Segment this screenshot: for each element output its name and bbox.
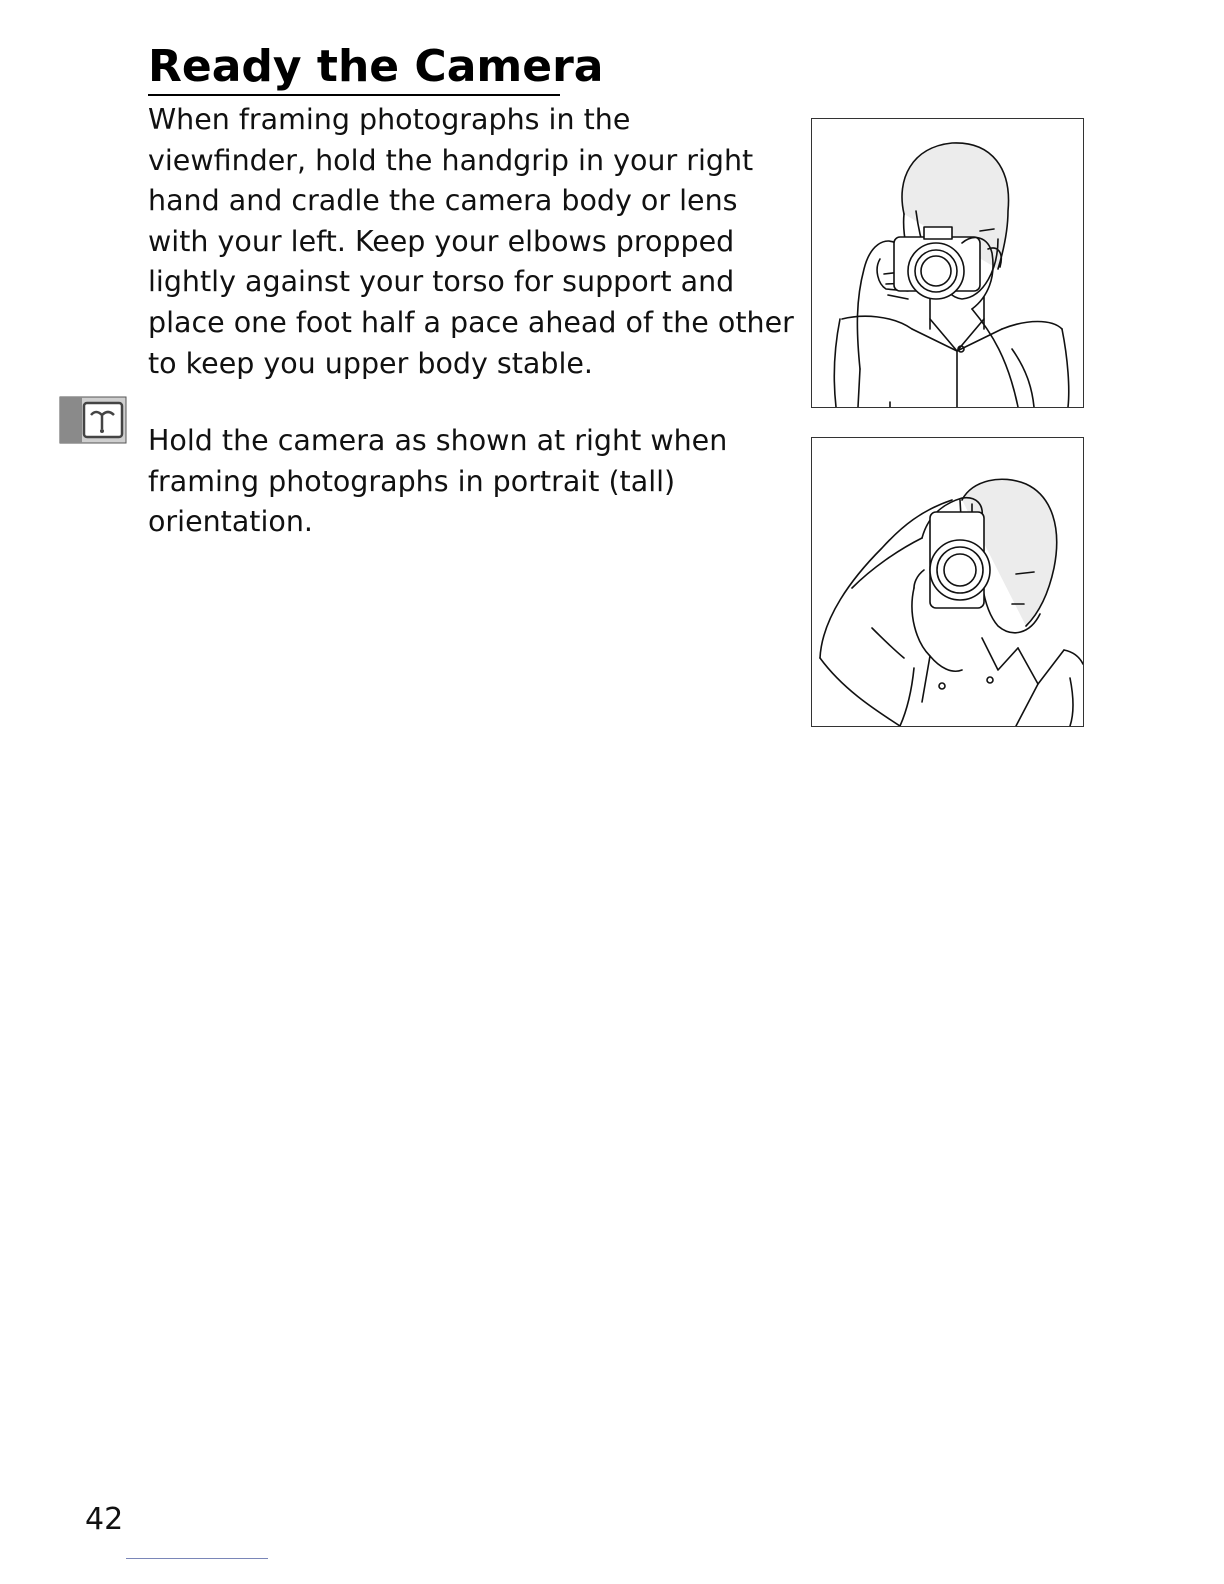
- page-number: 42: [85, 1502, 124, 1537]
- text-line: lightly against your torso for support and: [148, 265, 735, 299]
- footer-rule: [126, 1558, 268, 1559]
- landscape-hold-illustration: [811, 118, 1084, 408]
- text-line: place one foot half a pace ahead of the other: [148, 305, 794, 339]
- page-title: Ready the Camera: [148, 41, 604, 92]
- text-line: Hold the camera as shown at right when: [148, 424, 728, 457]
- paragraph-landscape-hold: [148, 100, 794, 384]
- camera-mode-tab-icon: [58, 395, 128, 445]
- text-line: hand and cradle the camera body or lens: [148, 184, 738, 218]
- text-line: orientation.: [148, 505, 313, 539]
- text-line: framing photographs in portrait (tall): [148, 464, 676, 498]
- title-underline: [148, 94, 560, 96]
- text-line: When framing photographs in the: [148, 103, 631, 136]
- text-line: viewfinder, hold the handgrip in your right: [148, 143, 754, 177]
- paragraph-portrait-hold: [148, 421, 727, 543]
- portrait-hold-illustration: [811, 437, 1084, 727]
- text-line: to keep you upper body stable.: [148, 346, 593, 380]
- text-line: with your left. Keep your elbows propped: [148, 224, 735, 258]
